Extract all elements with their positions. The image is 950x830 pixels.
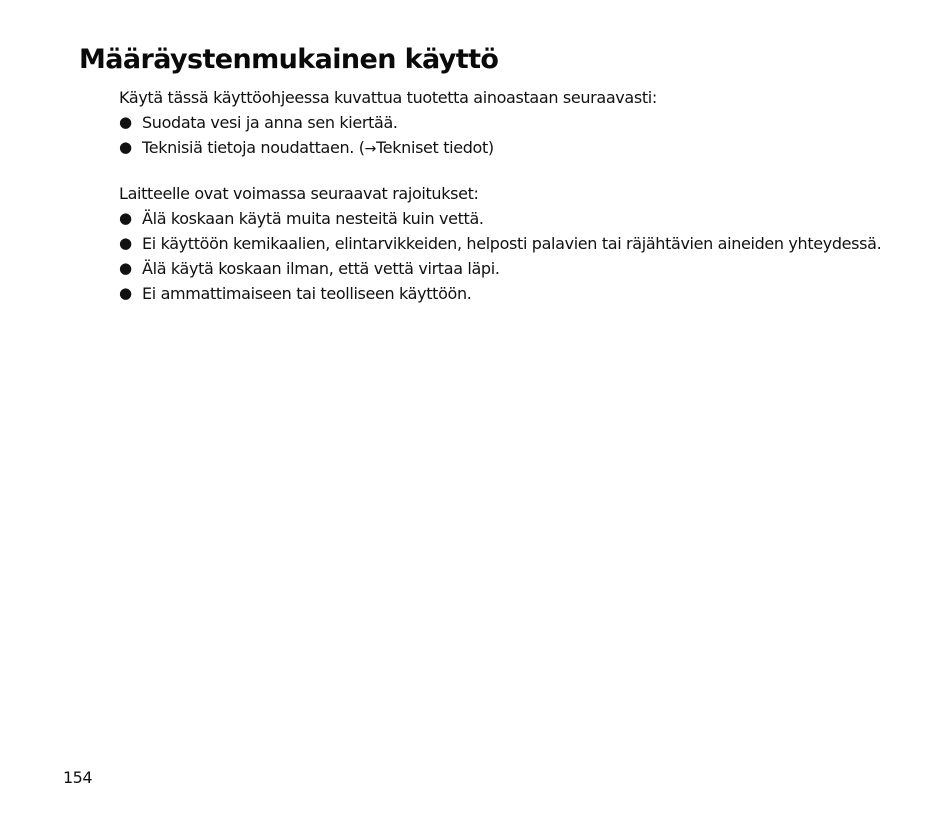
list-item-text: Älä koskaan käytä muita nesteitä kuin vettä. — [142, 209, 484, 228]
bullet-icon: ● — [119, 284, 132, 302]
list-item-text: Suodata vesi ja anna sen kiertää. — [142, 113, 398, 132]
technical-data-reference: Tekniset tiedot) — [376, 138, 494, 157]
restrictions-list — [119, 206, 919, 306]
page-title: Määräystenmukainen käyttö — [79, 44, 499, 75]
bullet-icon: ● — [119, 234, 132, 252]
list-item — [119, 110, 919, 135]
restrictions-intro: Laitteelle ovat voimassa seuraavat rajoitukset: — [119, 184, 479, 203]
arrow-right-icon: → — [364, 141, 377, 157]
page-number: 154 — [63, 768, 93, 787]
list-item-text: Ei käyttöön kemikaalien, elintarvikkeiden, helposti palavien tai räjähtävien aineiden yhteydessä. — [142, 234, 882, 253]
bullet-icon: ● — [119, 209, 132, 227]
list-item — [119, 256, 919, 281]
bullet-icon: ● — [119, 138, 132, 156]
list-item-text: Älä käytä koskaan ilman, että vettä virtaa läpi. — [142, 259, 500, 278]
list-item-text: Teknisiä tietoja noudattaen. ( — [142, 138, 365, 157]
intended-use-list — [119, 110, 919, 162]
list-item — [119, 231, 919, 256]
list-item — [119, 206, 919, 231]
section-spacer — [119, 162, 919, 181]
list-item-text: Ei ammattimaiseen tai teolliseen käyttöön. — [142, 284, 472, 303]
bullet-icon: ● — [119, 259, 132, 277]
intended-use-intro: Käytä tässä käyttöohjeessa kuvattua tuotetta ainoastaan seuraavasti: — [119, 88, 657, 107]
list-item — [119, 281, 919, 306]
document-body — [119, 85, 919, 306]
bullet-icon: ● — [119, 113, 132, 131]
list-item — [119, 135, 919, 162]
